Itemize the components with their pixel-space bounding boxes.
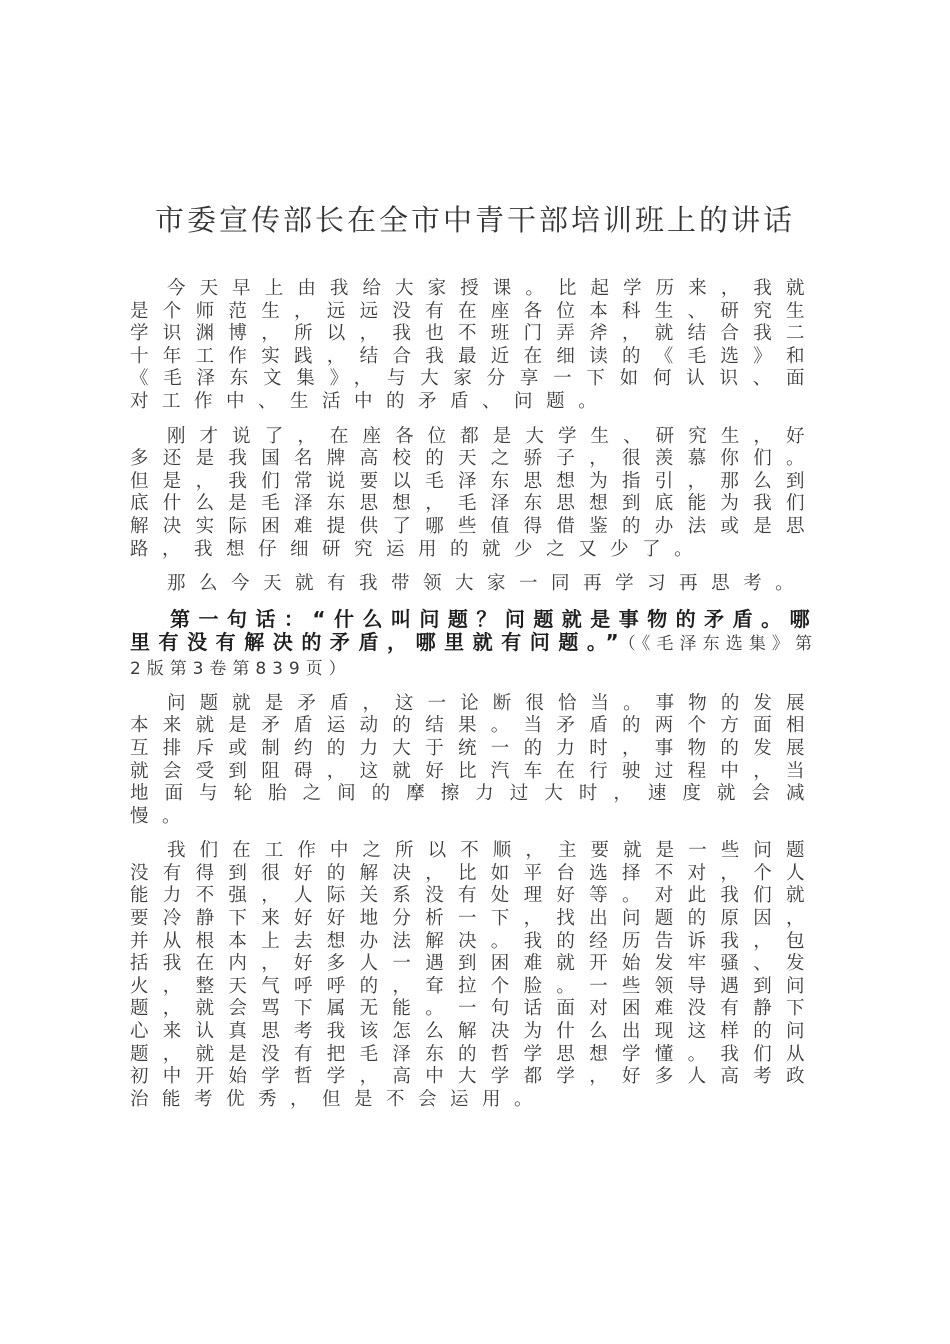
quote-text: 第一句话：“什么叫问题？问题就是事物的矛盾。哪里有没有解决的矛盾，哪里就有问题。” xyxy=(130,606,818,654)
paragraph-contradiction: 问题就是矛盾，这一论断很恰当。事物的发展本来就是矛盾运动的结果。当矛盾的两个方面相互排斥或制约的力大于统一的力时，事物的发展就会受到阻碍，这就好比汽车在行驶过程中，当地面与轮胎之间的摩擦力过大时，速度就会减慢。 xyxy=(130,692,818,827)
quote-citation: （《毛泽东选集》第2版第3卷第839页） xyxy=(130,633,818,679)
paragraph-intro: 今天早上由我给大家授课。比起学历来，我就是个师范生，远远没有在座各位本科生、研究生学识渊博，所以，我也不班门弄斧，就结合我二十年工作实践，结合我最近在细读的《毛选》和《毛泽东文集》，与大家分享一下如何认识、面对工作中、生活中的矛盾、问题。 xyxy=(130,278,818,412)
document-body xyxy=(130,278,818,1123)
document-title: 市委宣传部长在全市中青干部培训班上的讲话 xyxy=(154,203,795,237)
paragraph-transition: 那么今天就有我带领大家一同再学习再思考。 xyxy=(167,573,808,595)
paragraph-work-problems: 我们在工作中之所以不顺，主要就是一些问题没有得到很好的解决，比如平台选择不对，个人能力不强，人际关系没有处理好等。对此我们就要冷静下来好好地分析一下，找出问题的原因，并从根本上去想办法解决。我的经历告诉我，包括我在内，好多人一遇到困难就开始发牢骚、发火，整天气呼呼的，耷拉个脸。一些领导遇到问题，就会骂下属无能。一句话面对困难没有静下心来认真思考我该怎么解决为什么出现这样的问题，就是没有把毛泽东的哲学思想学懂。我们从初中开始学哲学，高中大学都学，好多人高考政治能考优秀，但是不会运用。 xyxy=(130,840,818,1110)
paragraph-students: 刚才说了，在座各位都是大学生、研究生，好多还是我国名牌高校的天之骄子，很羡慕你们。但是，我们常说要以毛泽东思想为指引，那么到底什么是毛泽东思想，毛泽东思想到底能为我们解决实际困难提供了哪些值得借鉴的办法或是思路，我想仔细研究运用的就少之又少了。 xyxy=(130,425,818,560)
quote-block xyxy=(130,608,818,681)
